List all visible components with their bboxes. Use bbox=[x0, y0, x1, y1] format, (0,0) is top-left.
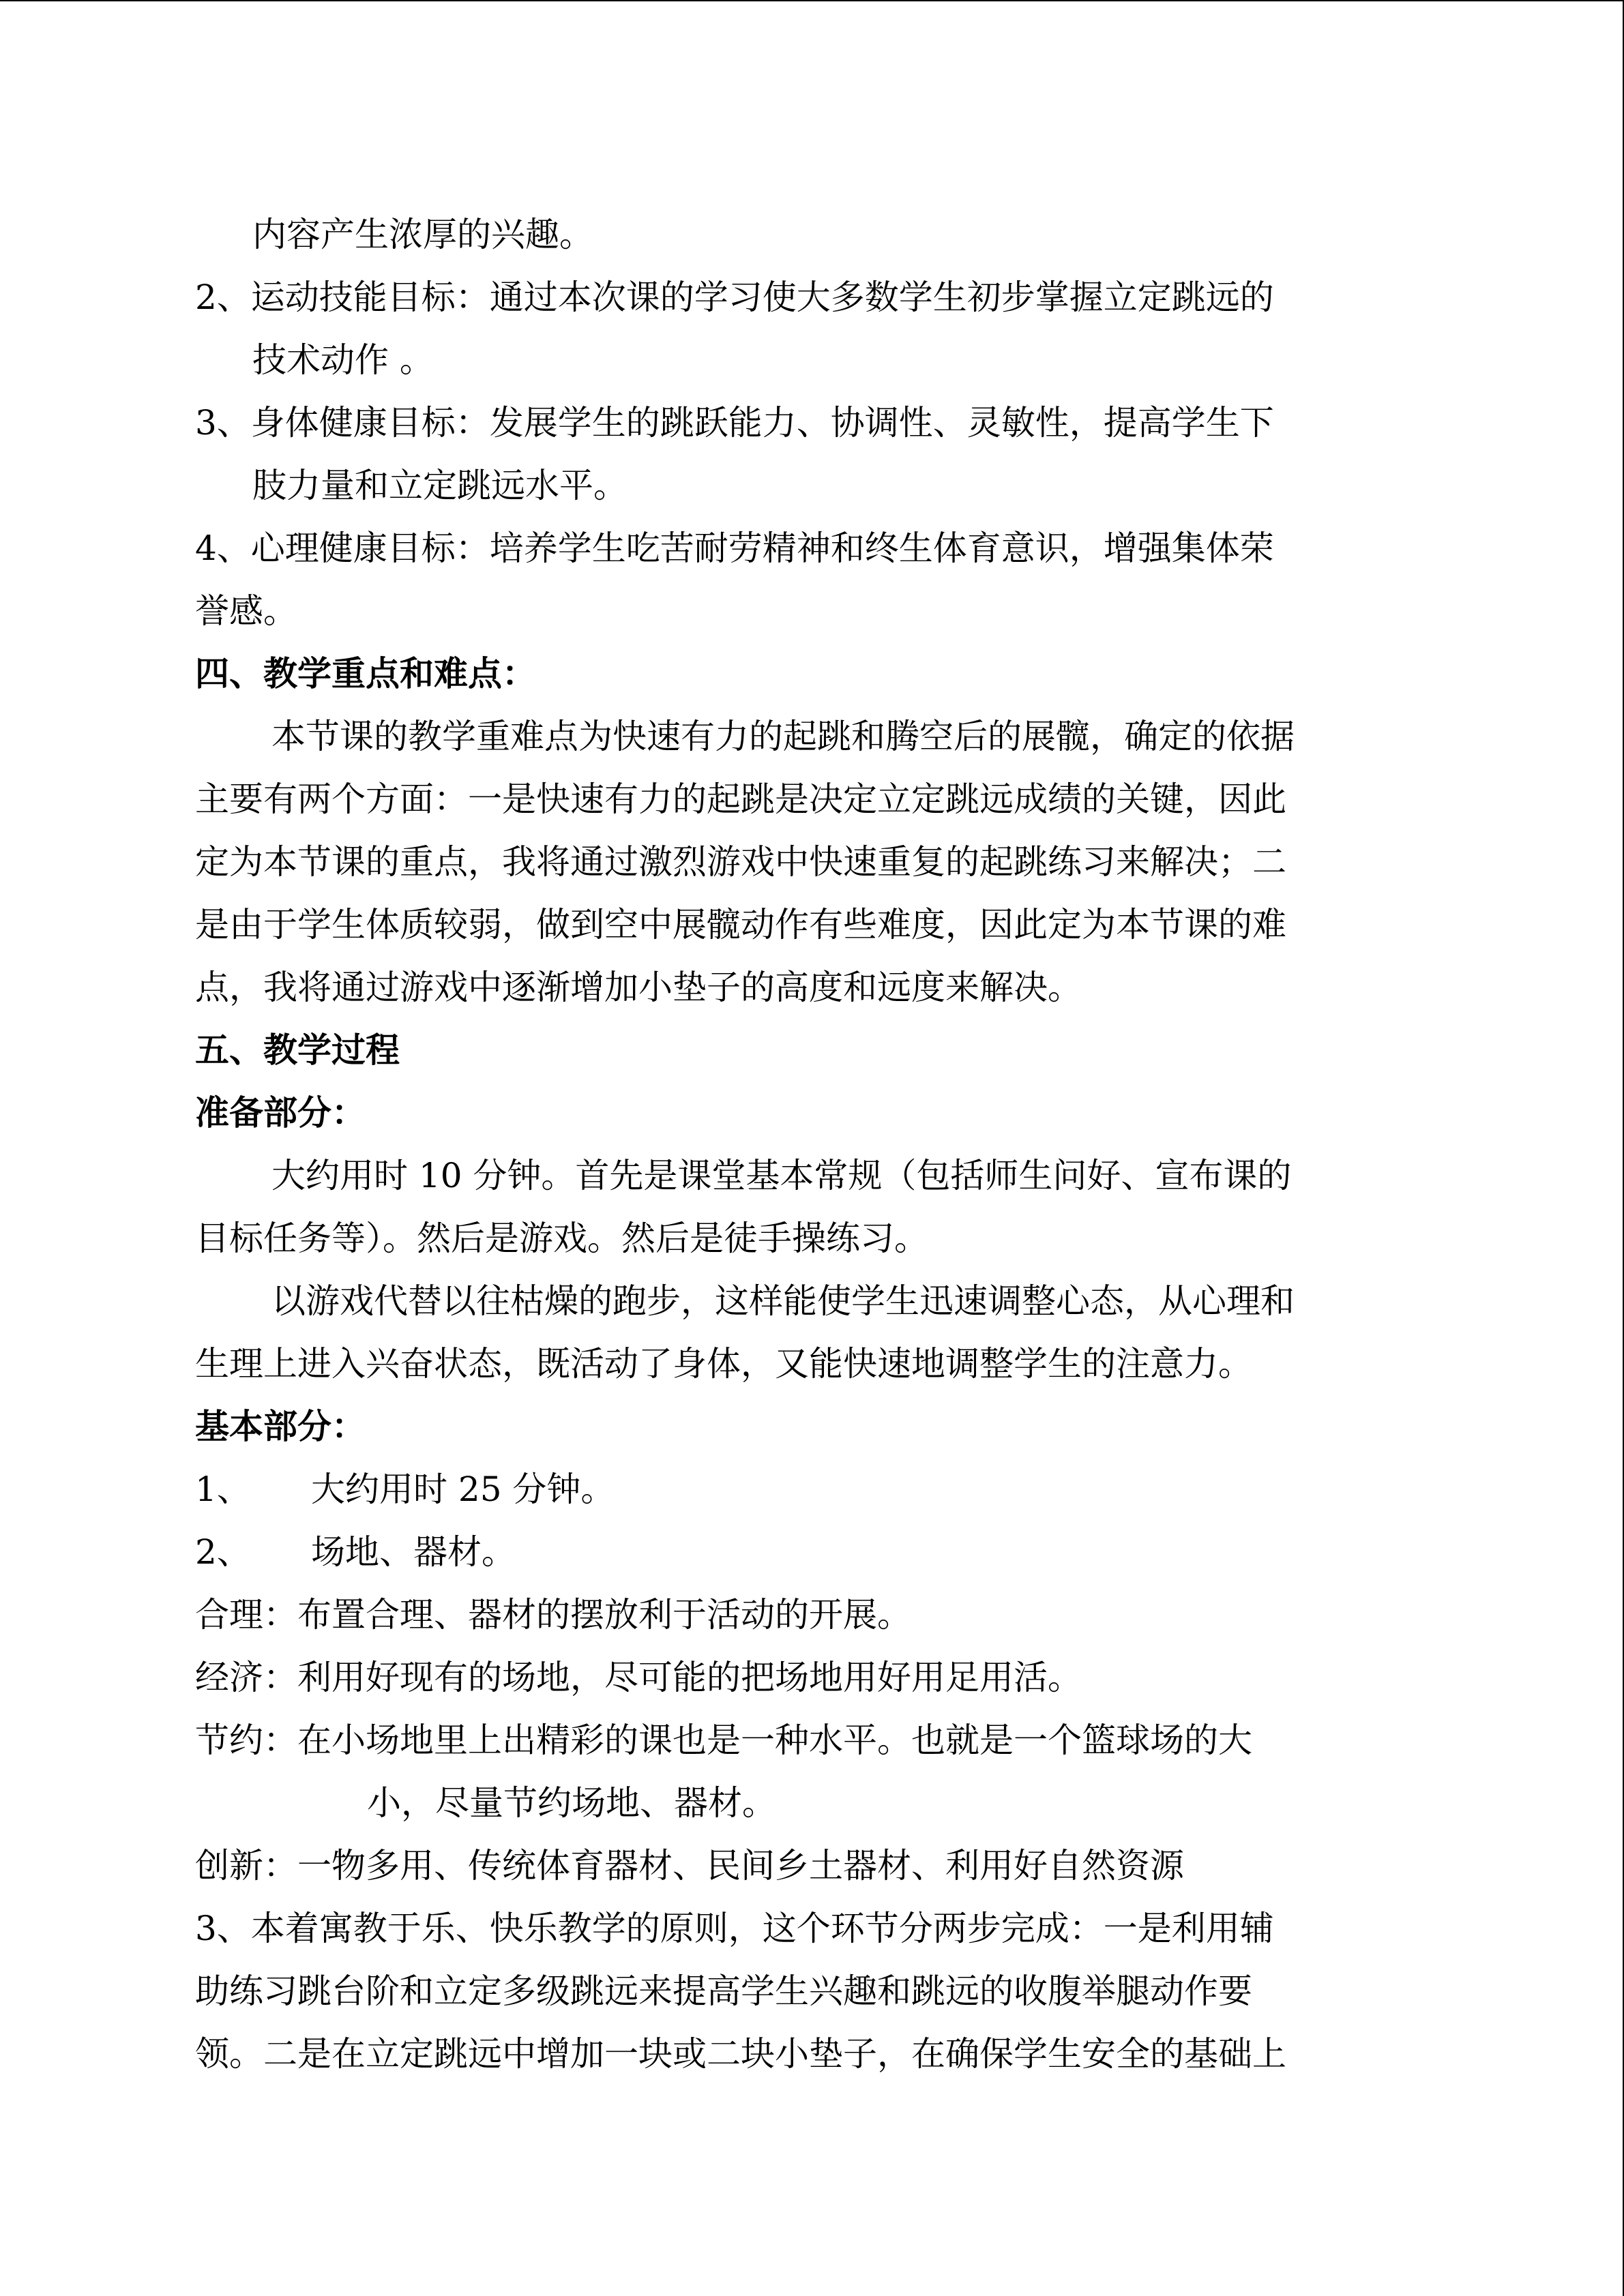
list-item bbox=[195, 1521, 1430, 1583]
text-line: 3、本着寓教于乐、快乐教学的原则，这个环节分两步完成：一是利用辅 bbox=[195, 1909, 1274, 1948]
labeled-line bbox=[195, 1834, 1430, 1897]
line-label: 创新： bbox=[195, 1846, 297, 1885]
labeled-line bbox=[195, 1709, 1430, 1772]
line-label: 经济： bbox=[195, 1658, 297, 1697]
line-text: 利用好现有的场地，尽可能的把场地用好用足用活。 bbox=[297, 1658, 1082, 1697]
text-line: 肢力量和立定跳远水平。 bbox=[252, 466, 628, 505]
labeled-line bbox=[195, 1646, 1430, 1709]
text-line: 4、心理健康目标：培养学生吃苦耐劳精神和终生体育意识，增强集体荣 bbox=[195, 528, 1274, 568]
text-line: 目标任务等）。然后是游戏。然后是徒手操练习。 bbox=[195, 1219, 928, 1258]
text-line: 本节课的教学重难点为快速有力的起跳和腾空后的展髋，确定的依据 bbox=[271, 717, 1295, 756]
subsection-heading: 准备部分： bbox=[195, 1092, 366, 1133]
text-line: 内容产生浓厚的兴趣。 bbox=[252, 215, 593, 254]
list-item bbox=[195, 1458, 1430, 1521]
section-heading: 五、教学过程 bbox=[195, 1030, 400, 1070]
subsection-heading: 基本部分： bbox=[195, 1406, 366, 1446]
text-line: 以游戏代替以往枯燥的跑步，这样能使学生迅速调整心态，从心理和 bbox=[271, 1281, 1295, 1321]
text-line: 3、身体健康目标：发展学生的跳跃能力、协调性、灵敏性，提高学生下 bbox=[195, 403, 1274, 443]
text-line: 技术动作 。 bbox=[252, 340, 434, 380]
text-line: 2、运动技能目标：通过本次课的学习使大多数学生初步掌握立定跳远的 bbox=[195, 278, 1274, 317]
list-number: 1、 bbox=[195, 1470, 251, 1509]
text-line: 誉感。 bbox=[195, 591, 297, 631]
text-line: 助练习跳台阶和立定多级跳远来提高学生兴趣和跳远的收腹举腿动作要 bbox=[195, 1971, 1252, 2011]
text-line: 大约用时 10 分钟。首先是课堂基本常规（包括师生问好、宣布课的 bbox=[271, 1156, 1292, 1195]
line-label: 合理： bbox=[195, 1595, 297, 1635]
text-line: 生理上进入兴奋状态，既活动了身体，又能快速地调整学生的注意力。 bbox=[195, 1344, 1252, 1384]
text-line: 小，尽量节约场地、器材。 bbox=[367, 1783, 776, 1823]
line-label: 节约： bbox=[195, 1720, 297, 1760]
line-text: 在小场地里上出精彩的课也是一种水平。也就是一个篮球场的大 bbox=[297, 1720, 1252, 1760]
text-line: 领。二是在立定跳远中增加一块或二块小垫子，在确保学生安全的基础上 bbox=[195, 2034, 1286, 2074]
text-line: 是由于学生体质较弱，做到空中展髋动作有些难度，因此定为本节课的难 bbox=[195, 905, 1286, 944]
labeled-line bbox=[195, 1583, 1430, 1646]
text-line: 定为本节课的重点，我将通过激烈游戏中快速重复的起跳练习来解决；二 bbox=[195, 842, 1286, 882]
list-text: 场地、器材。 bbox=[311, 1532, 516, 1572]
list-number: 2、 bbox=[195, 1532, 251, 1572]
text-line: 点，我将通过游戏中逐渐增加小垫子的高度和远度来解决。 bbox=[195, 968, 1082, 1007]
text-line: 主要有两个方面：一是快速有力的起跳是决定立定跳远成绩的关键，因此 bbox=[195, 779, 1286, 819]
list-text: 大约用时 25 分钟。 bbox=[311, 1470, 615, 1509]
document-body bbox=[195, 203, 1430, 2085]
line-text: 一物多用、传统体育器材、民间乡土器材、利用好自然资源 bbox=[297, 1846, 1184, 1885]
section-heading: 四、教学重点和难点： bbox=[195, 653, 536, 694]
line-text: 布置合理、器材的摆放利于活动的开展。 bbox=[297, 1595, 911, 1635]
